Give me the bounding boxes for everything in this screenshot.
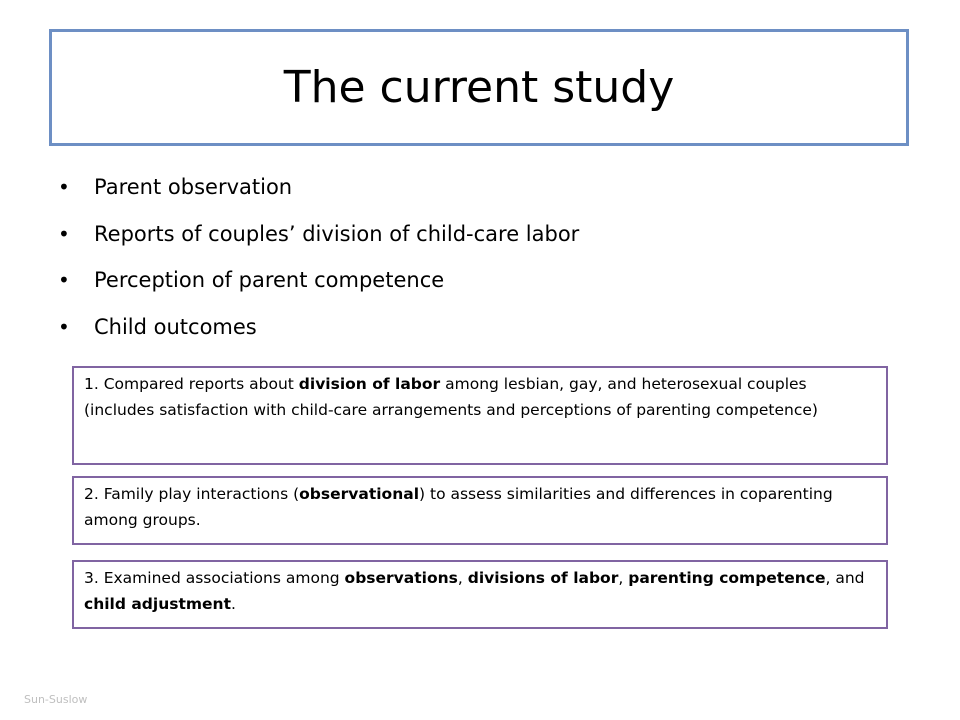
bullet-dot-icon: •	[58, 221, 70, 246]
box-text: ,	[618, 569, 629, 587]
box-text: among lesbian, gay, and heterosexual couples (includes satisfaction with child-care arrangements and perceptions of parenting competence)	[84, 375, 818, 419]
box-emphasis: division of labor	[298, 375, 441, 393]
box-emphasis: observational	[299, 485, 420, 503]
bullet-text: Child outcomes	[94, 314, 257, 339]
study-box-2	[72, 476, 888, 545]
bullet-dot-icon: •	[58, 268, 70, 292]
study-box-1	[72, 366, 888, 465]
box-text: ,	[457, 569, 468, 587]
box-text: ) to assess similarities and differences in coparenting among groups.	[84, 485, 833, 529]
bullet-text: Perception of parent competence	[94, 268, 445, 292]
footer-author: Sun-Suslow	[24, 693, 88, 706]
box-text: 3. Examined associations among	[84, 569, 345, 587]
bullet-text: Parent observation	[94, 175, 293, 199]
box-text: , and	[825, 569, 865, 587]
bullet-item	[58, 314, 579, 340]
slide-title: The current study	[283, 62, 675, 113]
study-box-3	[72, 560, 888, 629]
box-text: 1. Compared reports about	[84, 375, 299, 393]
bullet-dot-icon: •	[58, 314, 70, 339]
bullet-dot-icon: •	[58, 175, 70, 199]
box-emphasis: divisions of labor	[467, 569, 619, 587]
bullet-item	[58, 221, 579, 247]
box-emphasis: parenting competence	[628, 569, 826, 587]
box-emphasis: child adjustment	[84, 595, 231, 613]
box-text: 2. Family play interactions (	[84, 485, 300, 503]
box-emphasis: observations	[344, 569, 458, 587]
title-box	[49, 29, 909, 146]
box-text: .	[231, 595, 236, 613]
bullet-item	[58, 267, 579, 293]
bullet-text: Reports of couples’ division of child-care labor	[94, 221, 580, 246]
bullet-list	[58, 174, 579, 360]
bullet-item	[58, 174, 579, 200]
